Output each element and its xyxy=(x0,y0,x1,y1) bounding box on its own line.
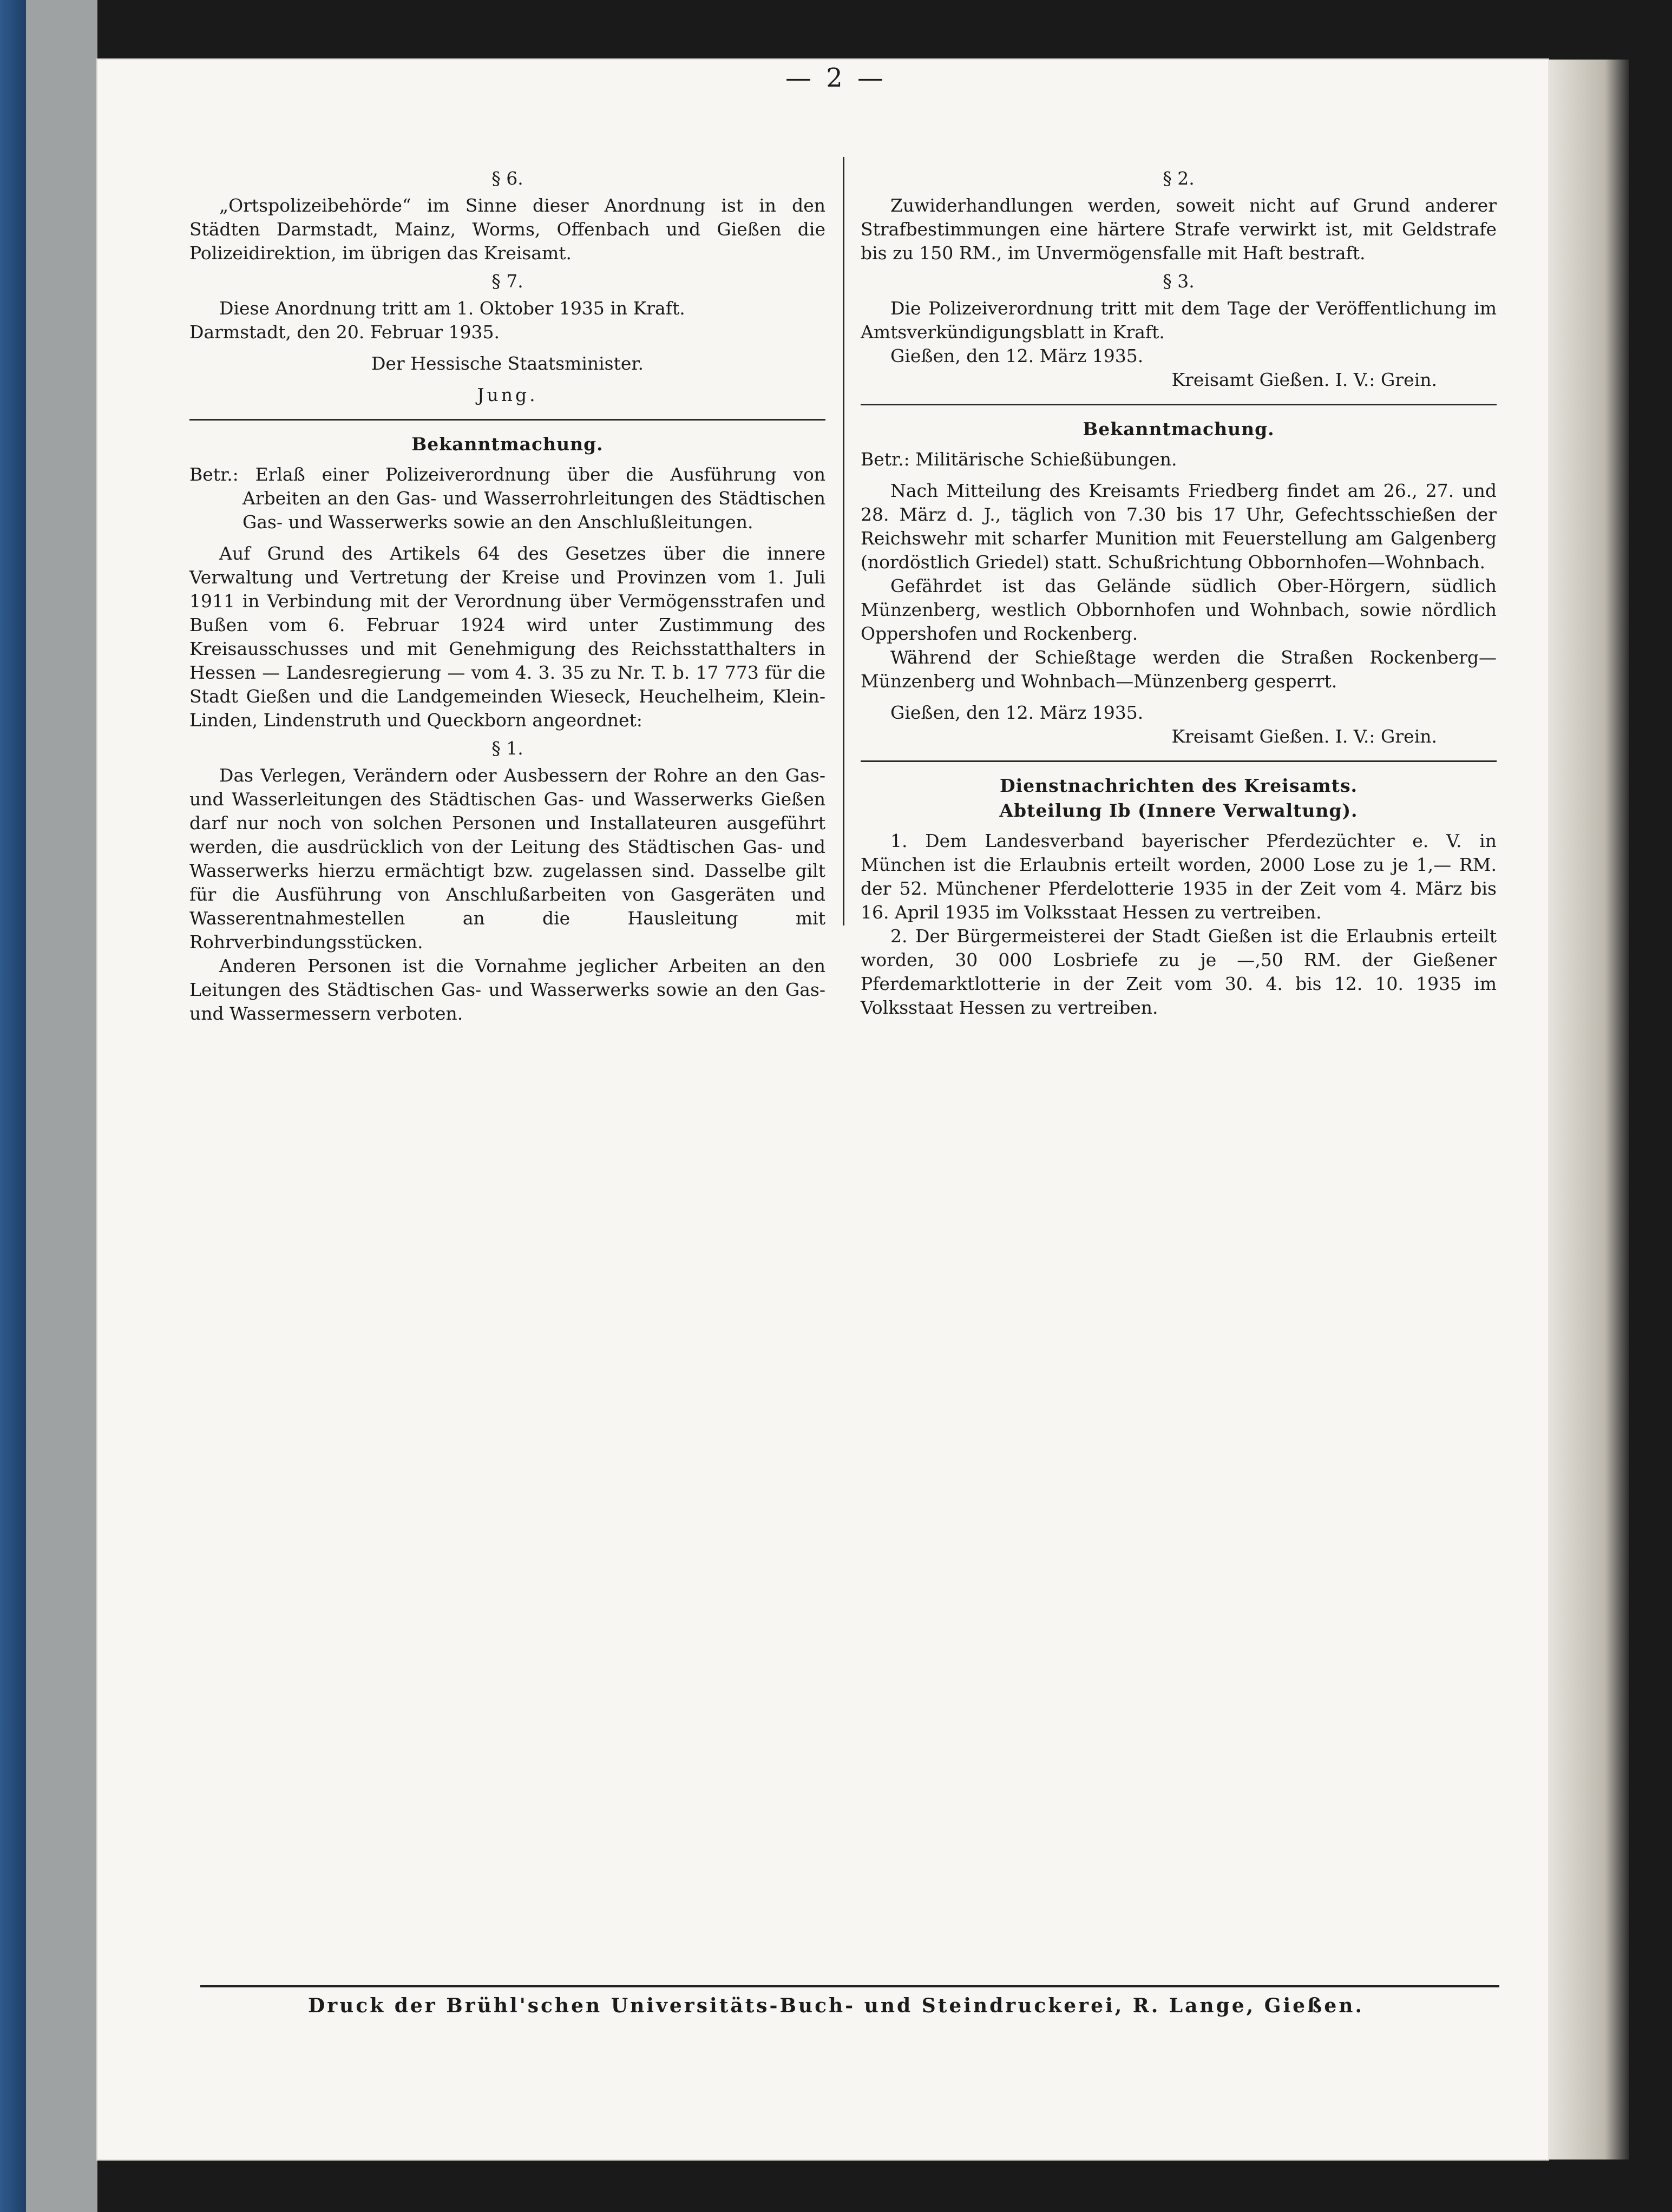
date-line: Darmstadt, den 20. Februar 1935. xyxy=(189,321,500,343)
right-column xyxy=(861,162,1497,1020)
road-closure-text: Während der Schießtage werden die Straßen Rockenberg—Münzenberg und Wohnbach—Münzenberg gesperrt. xyxy=(861,647,1497,692)
book-binding-edge xyxy=(0,0,97,2212)
shooting-notice-text: Nach Mitteilung des Kreisamts Friedberg findet am 26., 27. und 28. März d. J., täglich von 7.30 bis 17 Uhr, Gefechtsschießen der Reichswehr mit scharfer Munition mit Feuerstellung am Galgenberg (nordöstlich Griedel) statt. Schußrichtung Obbornhofen—Wohnbach. xyxy=(861,480,1497,573)
announcement-title-2: Bekanntmachung. xyxy=(1083,418,1275,439)
news-item-2: 2. Der Bürgermeisterei der Stadt Gießen ist die Erlaubnis erteilt worden, 30 000 Losbriefe zu je —,50 RM. der Gießener Pferdemarktlotterie in der Zeit vom 30. 4. bis 12. 10. 1935 im Volksstaat Hessen zu vertreiben. xyxy=(861,926,1497,1018)
section-3-mark: § 3. xyxy=(1163,271,1195,292)
news-item-1: 1. Dem Landesverband bayerischer Pferdezüchter e. V. in München ist die Erlaubnis erteilt worden, 2000 Lose zu je 1,— RM. der 52. Münchener Pferdelotterie 1935 in der Zeit vom 4. März bis 16. April 1935 im Volksstaat Hessen zu vertreiben. xyxy=(861,830,1497,923)
column-divider xyxy=(843,157,844,926)
date-line-1: Gießen, den 12. März 1935. xyxy=(890,345,1144,366)
page-stack-edge xyxy=(1548,60,1629,2160)
footer-rule xyxy=(200,1985,1499,1987)
left-column xyxy=(189,162,825,1026)
divider xyxy=(189,419,825,421)
minister-name: Jung. xyxy=(477,384,538,405)
signature-1: Kreisamt Gießen. I. V.: Grein. xyxy=(1171,369,1437,390)
divider-2 xyxy=(861,760,1497,762)
section-2-mark: § 2. xyxy=(1163,168,1195,189)
section-3-text: Die Polizeiverordnung tritt mit dem Tage der Veröffentlichung im Amtsverkündigungsblatt in Kraft. xyxy=(861,298,1497,343)
date-line-2: Gießen, den 12. März 1935. xyxy=(890,702,1144,723)
section-2-text: Zuwiderhandlungen werden, soweit nicht auf Grund anderer Strafbestimmungen eine härtere Strafe verwirkt ist, mit Geldstrafe bis zu 150 RM., im Unvermögensfalle mit Haft bestraft. xyxy=(861,195,1497,264)
announcement-subject-2: Betr.: Militärische Schießübungen. xyxy=(861,449,1177,470)
announcement-subject: Betr.: Erlaß einer Polizeiverordnung über die Ausführung von Arbeiten an den Gas- und Wasserrohrleitungen des Städtischen Gas- und Wasserwerks sowie an den Anschlußleitungen. xyxy=(189,464,825,533)
service-news-subtitle: Abteilung Ib (Innere Verwaltung). xyxy=(999,800,1358,821)
section-7-text: Diese Anordnung tritt am 1. Oktober 1935 in Kraft. xyxy=(219,298,685,319)
section-1-mark: § 1. xyxy=(491,738,523,759)
signature-2: Kreisamt Gießen. I. V.: Grein. xyxy=(1171,726,1437,747)
section-1-text: Das Verlegen, Verändern oder Ausbessern der Rohre an den Gas- und Wasserleitungen des Städtischen Gas- und Wasserwerks Gießen darf nur noch von solchen Personen und Installateuren ausgeführt werden, die ausdrücklich von der Leitung des Städtischen Gas- und Wasserwerks hierzu ermächtigt bzw. zugelassen sind. Dasselbe gilt für die Ausführung von Anschlußarbeiten von Gasgeräten und Wasserentnahmestellen an die Hausleitung mit Rohrverbindungsstücken. xyxy=(189,765,825,953)
printer-imprint: Druck der Brühl'schen Universitäts-Buch- und Steindruckerei, R. Lange, Gießen. xyxy=(307,1994,1365,2017)
section-1-text-2: Anderen Personen ist die Vornahme jeglicher Arbeiten an den Leitungen des Städtischen Gas- und Wasserwerks sowie an den Gas- und Wassermessern verboten. xyxy=(189,955,825,1024)
announcement-intro: Auf Grund des Artikels 64 des Gesetzes über die innere Verwaltung und Vertretung der Kreise und Provinzen vom 1. Juli 1911 in Verbindung mit der Verordnung über Vermögensstrafen und Bußen vom 6. Februar 1924 wird unter Zustimmung des Kreisausschusses und mit Genehmigung des Reichsstatthalters in Hessen — Landesregierung — vom 4. 3. 35 zu Nr. T. b. 17 773 für die Stadt Gießen und die Landgemeinden Wieseck, Heuchelheim, Klein-Linden, Lindenstruth und Queckborn angeordnet: xyxy=(189,543,825,731)
danger-zone-text: Gefährdet ist das Gelände südlich Ober-Hörgern, südlich Münzenberg, westlich Obbornhofen und Wohnbach, sowie nördlich Oppershofen und Rockenberg. xyxy=(861,575,1497,644)
section-7-mark: § 7. xyxy=(491,271,523,292)
divider-1 xyxy=(861,404,1497,405)
book-spine xyxy=(0,0,26,2212)
announcement-title: Bekanntmachung. xyxy=(411,434,604,455)
page-number: — 2 — xyxy=(785,63,887,93)
section-6-mark: § 6. xyxy=(491,168,523,189)
minister-title: Der Hessische Staatsminister. xyxy=(371,353,644,374)
section-6-text: „Ortspolizeibehörde“ im Sinne dieser Anordnung ist in den Städten Darmstadt, Mainz, Worms, Offenbach und Gießen die Polizeidirektion, im übrigen das Kreisamt. xyxy=(189,195,825,264)
service-news-title: Dienstnachrichten des Kreisamts. xyxy=(999,775,1358,796)
